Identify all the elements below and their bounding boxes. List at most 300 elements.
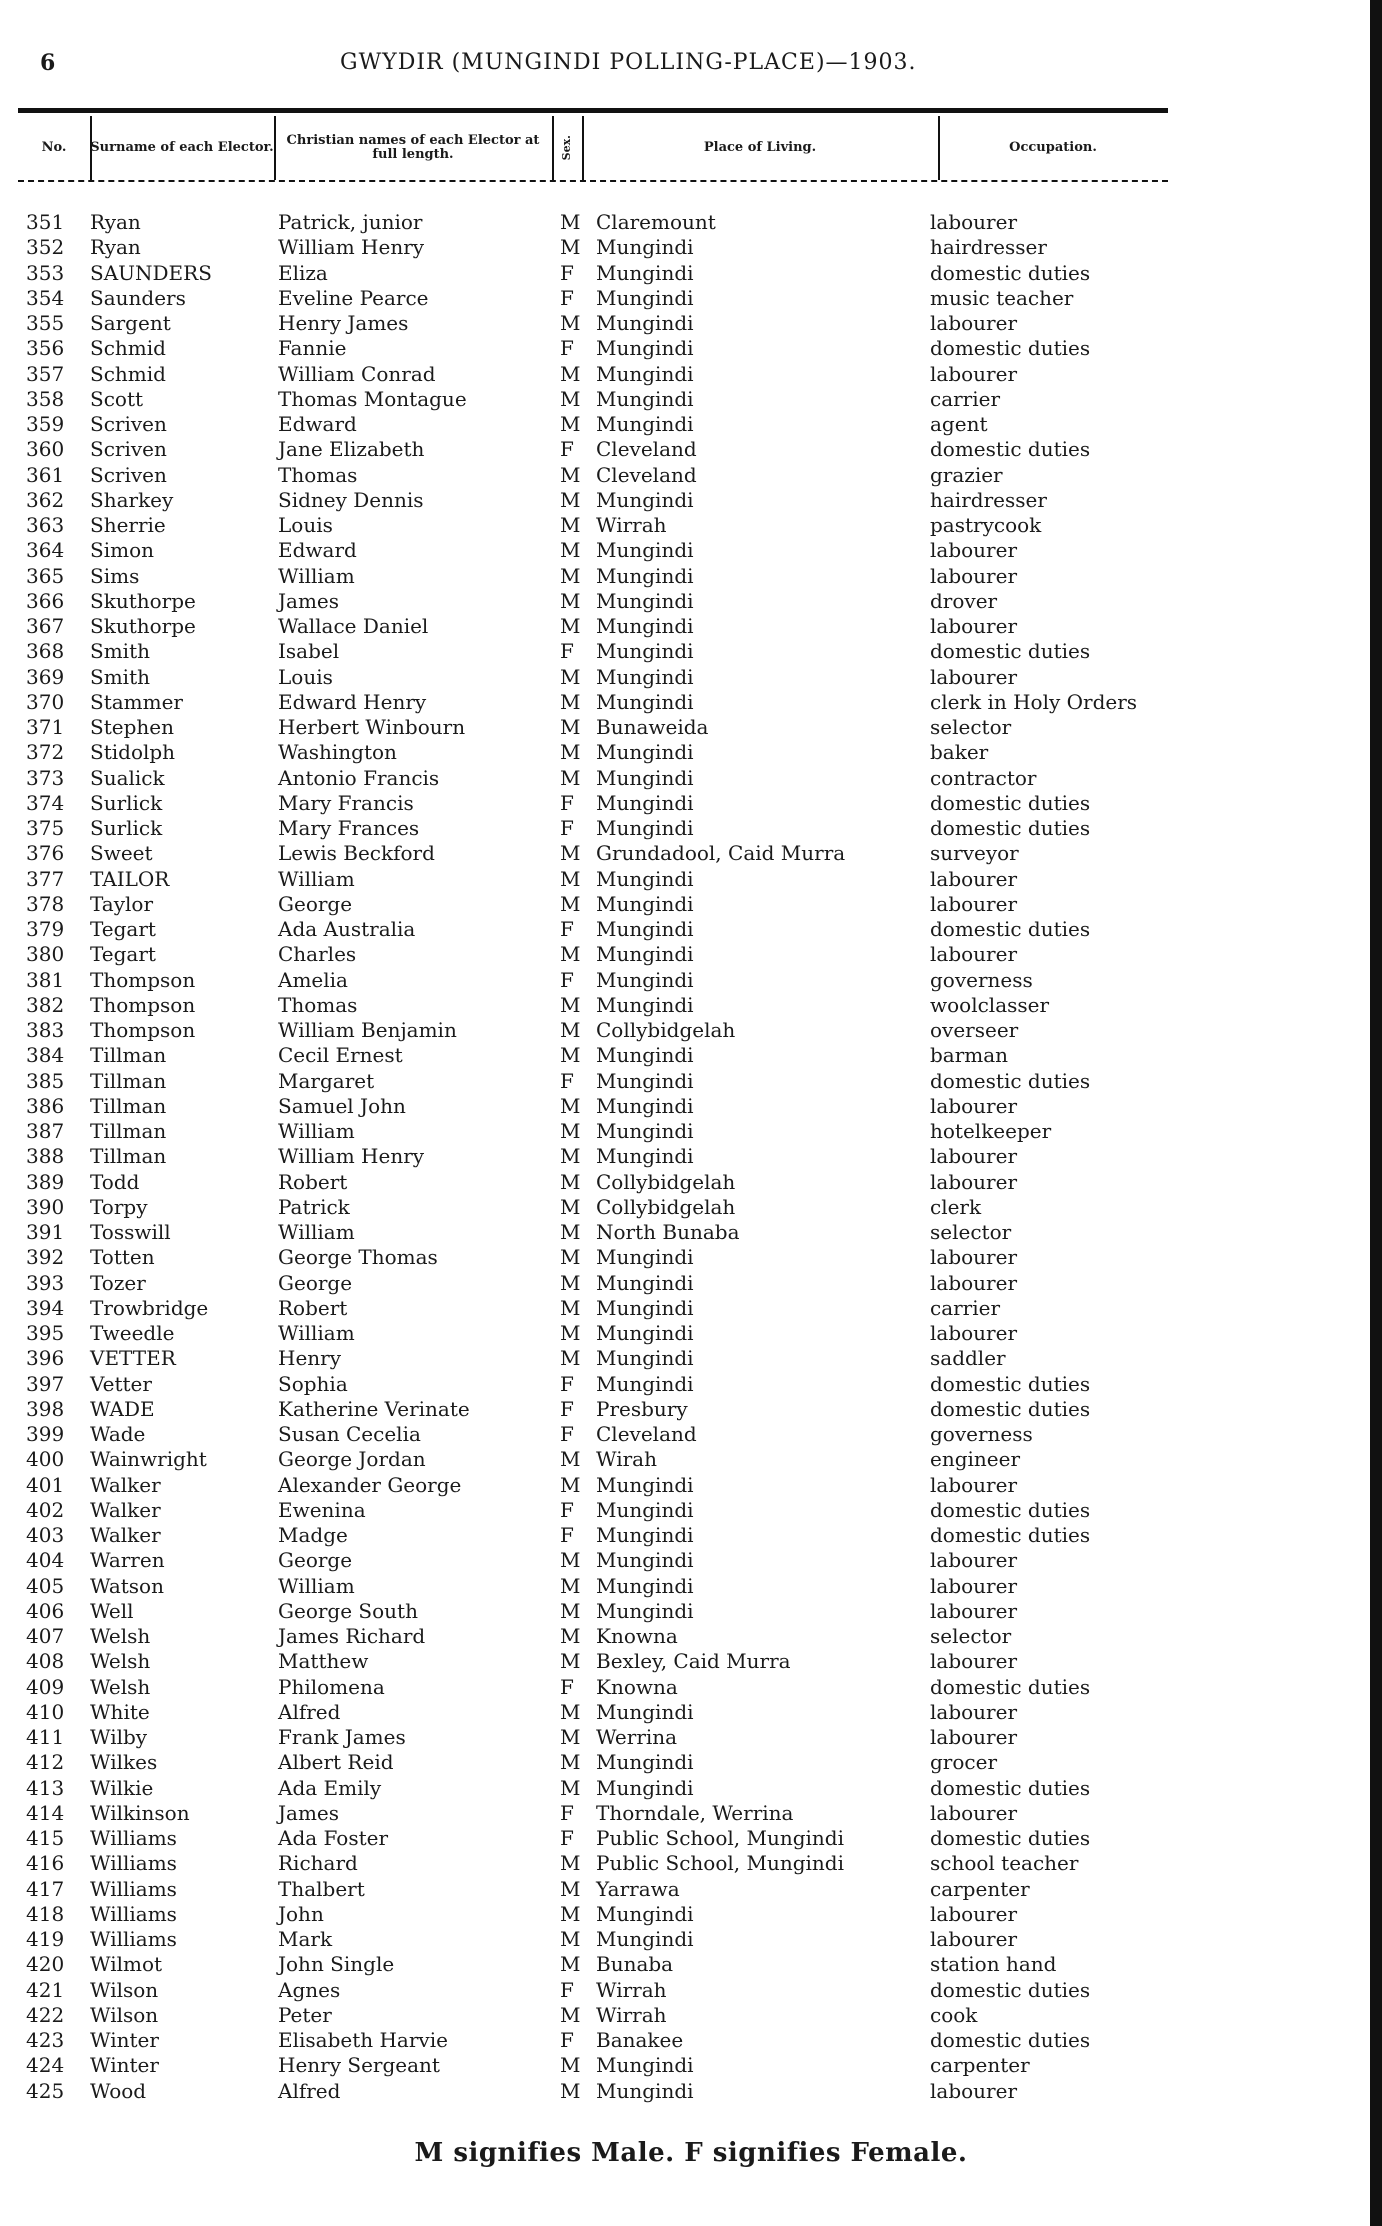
row-surname: Tosswill (90, 1220, 171, 1244)
row-number: 351 (26, 210, 65, 234)
row-occupation: domestic duties (930, 1396, 1091, 1421)
row-christian-names: Wallace Daniel (278, 614, 429, 638)
row-occupation: surveyor (930, 841, 1019, 866)
table-row (0, 437, 1370, 462)
table-row (0, 1700, 1370, 1725)
row-place-of-living: Mungindi (596, 1472, 694, 1497)
row-number: 414 (26, 1800, 65, 1825)
row-surname: Scott (90, 386, 144, 411)
row-place-of-living: Bexley, Caid Murra (596, 1649, 791, 1674)
row-sex: F (560, 816, 574, 840)
row-christian-names: George Jordan (278, 1447, 426, 1472)
row-surname: Welsh (90, 1649, 151, 1674)
row-surname: TAILOR (90, 866, 170, 891)
row-number: 396 (26, 1346, 65, 1371)
table-row (0, 1321, 1370, 1346)
row-number: 355 (26, 311, 65, 335)
row-place-of-living: Mungindi (596, 1497, 694, 1522)
table-row (0, 1346, 1370, 1371)
row-number: 366 (26, 588, 65, 613)
row-number: 375 (26, 816, 65, 840)
table-row (0, 564, 1370, 589)
row-occupation: domestic duties (930, 1523, 1091, 1547)
row-occupation: grocer (930, 1750, 998, 1775)
row-sex: M (560, 1851, 581, 1876)
row-occupation: labourer (930, 1649, 1018, 1674)
row-number: 415 (26, 1826, 65, 1850)
row-sex: M (560, 740, 581, 765)
table-row (0, 665, 1370, 690)
row-occupation: labourer (930, 1169, 1018, 1194)
row-number: 419 (26, 1927, 65, 1951)
row-christian-names: Charles (278, 942, 357, 967)
row-sex: F (560, 1068, 574, 1093)
row-surname: Welsh (90, 1624, 151, 1648)
row-christian-names: Frank James (278, 1725, 406, 1749)
row-christian-names: William Conrad (278, 361, 436, 386)
row-surname: Stidolph (90, 740, 176, 765)
row-surname: Sims (90, 563, 140, 588)
row-surname: Trowbridge (90, 1295, 209, 1320)
row-number: 367 (26, 614, 65, 638)
row-sex: M (560, 1472, 581, 1497)
row-surname: Winter (90, 2028, 159, 2052)
row-christian-names: Washington (278, 740, 397, 765)
row-place-of-living: Mungindi (596, 1548, 694, 1573)
row-place-of-living: Mungindi (596, 891, 694, 916)
table-row (0, 1851, 1370, 1876)
row-place-of-living: Public School, Mungindi (596, 1851, 844, 1876)
row-christian-names: William Benjamin (278, 1018, 457, 1042)
row-sex: M (560, 1750, 581, 1775)
table-row (0, 2079, 1370, 2104)
row-surname: Ryan (90, 235, 141, 260)
table-row (0, 387, 1370, 412)
table-row (0, 362, 1370, 387)
row-number: 425 (26, 2078, 65, 2103)
row-occupation: domestic duties (930, 260, 1091, 285)
row-sex: M (560, 715, 581, 739)
row-christian-names: Richard (278, 1851, 358, 1876)
row-place-of-living: Mungindi (596, 992, 694, 1017)
row-place-of-living: Mungindi (596, 1295, 694, 1320)
row-sex: M (560, 462, 581, 487)
row-place-of-living: Bunaweida (596, 715, 709, 739)
row-place-of-living: Banakee (596, 2028, 684, 2052)
row-number: 378 (26, 891, 65, 916)
table-row (0, 993, 1370, 1018)
row-number: 359 (26, 412, 65, 436)
row-number: 413 (26, 1775, 65, 1800)
row-sex: M (560, 664, 581, 689)
row-number: 361 (26, 462, 65, 487)
table-row (0, 261, 1370, 286)
row-surname: Tozer (90, 1270, 146, 1295)
row-place-of-living: Cleveland (596, 1422, 697, 1446)
row-surname: VETTER (90, 1346, 176, 1371)
table-row (0, 1069, 1370, 1094)
table-row (0, 690, 1370, 715)
row-sex: M (560, 1119, 581, 1143)
row-surname: Welsh (90, 1674, 151, 1699)
table-row (0, 1750, 1370, 1775)
row-number: 386 (26, 1093, 65, 1118)
table-row (0, 1271, 1370, 1296)
row-place-of-living: Knowna (596, 1674, 678, 1699)
row-occupation: carpenter (930, 2053, 1030, 2078)
row-number: 369 (26, 664, 65, 689)
row-number: 423 (26, 2028, 65, 2052)
table-row (0, 639, 1370, 664)
row-christian-names: Antonio Francis (278, 765, 440, 790)
row-number: 379 (26, 917, 65, 941)
row-surname: Saunders (90, 285, 186, 310)
row-sex: M (560, 1093, 581, 1118)
table-row (0, 1422, 1370, 1447)
row-christian-names: Alexander George (278, 1472, 462, 1497)
row-sex: F (560, 917, 574, 941)
row-christian-names: Susan Cecelia (278, 1422, 421, 1446)
row-place-of-living: Mungindi (596, 1573, 694, 1598)
table-row (0, 1877, 1370, 1902)
row-surname: Simon (90, 538, 154, 563)
row-sex: M (560, 614, 581, 638)
row-place-of-living: Collybidgelah (596, 1194, 736, 1219)
row-surname: Tegart (90, 942, 156, 967)
row-occupation: hotelkeeper (930, 1119, 1052, 1143)
row-surname: Smith (90, 639, 150, 664)
row-christian-names: Isabel (278, 639, 340, 664)
row-sex: M (560, 765, 581, 790)
row-occupation: hairdresser (930, 487, 1047, 512)
row-surname: Todd (90, 1169, 140, 1194)
row-surname: Smith (90, 664, 150, 689)
row-sex: F (560, 1371, 574, 1396)
table-row (0, 841, 1370, 866)
row-occupation: woolclasser (930, 992, 1050, 1017)
row-sex: M (560, 386, 581, 411)
row-number: 424 (26, 2053, 65, 2078)
row-surname: Totten (90, 1245, 155, 1270)
table-row (0, 614, 1370, 639)
row-place-of-living: Mungindi (596, 664, 694, 689)
row-surname: Tegart (90, 917, 156, 941)
table-row (0, 867, 1370, 892)
table-row (0, 1801, 1370, 1826)
row-place-of-living: Wirrah (596, 2002, 667, 2027)
row-sex: M (560, 942, 581, 967)
row-surname: Williams (90, 1927, 177, 1951)
row-place-of-living: Mungindi (596, 1068, 694, 1093)
table-row (0, 715, 1370, 740)
row-place-of-living: Yarrawa (596, 1876, 680, 1901)
row-place-of-living: Mungindi (596, 361, 694, 386)
table-row (0, 942, 1370, 967)
table-row (0, 1624, 1370, 1649)
row-occupation: selector (930, 715, 1012, 739)
row-number: 376 (26, 841, 65, 866)
row-surname: Wade (90, 1422, 146, 1446)
row-number: 362 (26, 487, 65, 512)
row-sex: F (560, 2028, 574, 2052)
row-number: 364 (26, 538, 65, 563)
row-surname: Wilson (90, 2002, 159, 2027)
row-christian-names: John Single (278, 1952, 395, 1977)
row-sex: M (560, 1447, 581, 1472)
row-surname: Skuthorpe (90, 614, 196, 638)
row-number: 400 (26, 1447, 65, 1472)
row-occupation: labourer (930, 1472, 1018, 1497)
row-surname: Thompson (90, 992, 196, 1017)
row-sex: M (560, 1043, 581, 1068)
table-row (0, 740, 1370, 765)
row-christian-names: Louis (278, 664, 333, 689)
row-surname: Walker (90, 1497, 161, 1522)
row-place-of-living: Mungindi (596, 588, 694, 613)
row-sex: M (560, 1220, 581, 1244)
row-sex: M (560, 1018, 581, 1042)
row-number: 416 (26, 1851, 65, 1876)
row-place-of-living: Mungindi (596, 1245, 694, 1270)
row-occupation: labourer (930, 1270, 1018, 1295)
row-occupation: agent (930, 412, 988, 436)
row-surname: Sargent (90, 311, 171, 335)
row-surname: Surlick (90, 816, 163, 840)
row-christian-names: Edward Henry (278, 689, 427, 714)
row-occupation: clerk in Holy Orders (930, 689, 1138, 714)
row-place-of-living: Wirah (596, 1447, 657, 1472)
table-row (0, 2053, 1370, 2078)
row-surname: Tillman (90, 1144, 167, 1169)
row-number: 363 (26, 513, 65, 537)
row-christian-names: Mark (278, 1927, 333, 1951)
row-sex: F (560, 1800, 574, 1825)
row-sex: M (560, 235, 581, 260)
row-sex: M (560, 1346, 581, 1371)
row-sex: M (560, 1295, 581, 1320)
row-place-of-living: Mungindi (596, 386, 694, 411)
row-occupation: labourer (930, 1725, 1018, 1749)
footer-note: M signifies Male. F signifies Female. (414, 2138, 968, 2168)
row-occupation: saddler (930, 1346, 1006, 1371)
row-surname: Stammer (90, 689, 183, 714)
page-edge-shadow (1370, 0, 1382, 2226)
row-christian-names: William Henry (278, 235, 425, 260)
elector-table-body (0, 210, 1370, 2104)
row-christian-names: Madge (278, 1523, 348, 1547)
table-row (0, 1548, 1370, 1573)
row-number: 382 (26, 992, 65, 1017)
row-surname: Torpy (90, 1194, 148, 1219)
row-number: 356 (26, 336, 65, 361)
row-sex: M (560, 1245, 581, 1270)
row-number: 401 (26, 1472, 65, 1497)
row-occupation: drover (930, 588, 998, 613)
row-christian-names: Elisabeth Harvie (278, 2028, 448, 2052)
row-place-of-living: Mungindi (596, 1321, 694, 1345)
row-place-of-living: Mungindi (596, 1346, 694, 1371)
row-place-of-living: Mungindi (596, 336, 694, 361)
table-header (18, 116, 1168, 180)
table-row (0, 1826, 1370, 1851)
row-place-of-living: Mungindi (596, 412, 694, 436)
row-place-of-living: Mungindi (596, 1144, 694, 1169)
row-number: 390 (26, 1194, 65, 1219)
row-surname: Sualick (90, 765, 165, 790)
row-sex: M (560, 2002, 581, 2027)
row-christian-names: Herbert Winbourn (278, 715, 466, 739)
row-christian-names: Margaret (278, 1068, 375, 1093)
table-row (0, 816, 1370, 841)
row-sex: M (560, 487, 581, 512)
row-place-of-living: Mungindi (596, 2053, 694, 2078)
row-occupation: domestic duties (930, 1826, 1091, 1850)
row-sex: F (560, 1422, 574, 1446)
row-surname: Wilkes (90, 1750, 158, 1775)
row-occupation: carrier (930, 386, 1001, 411)
row-sex: M (560, 689, 581, 714)
row-occupation: domestic duties (930, 639, 1091, 664)
row-sex: M (560, 588, 581, 613)
row-sex: F (560, 260, 574, 285)
row-christian-names: George (278, 1270, 353, 1295)
row-sex: M (560, 1952, 581, 1977)
row-occupation: labourer (930, 1598, 1018, 1623)
row-place-of-living: Mungindi (596, 563, 694, 588)
row-number: 368 (26, 639, 65, 664)
row-surname: Scriven (90, 462, 167, 487)
row-number: 392 (26, 1245, 65, 1270)
row-number: 391 (26, 1220, 65, 1244)
row-christian-names: William (278, 1119, 355, 1143)
row-christian-names: Edward (278, 538, 357, 563)
table-row (0, 1523, 1370, 1548)
row-number: 393 (26, 1270, 65, 1295)
table-row (0, 791, 1370, 816)
row-surname: WADE (90, 1396, 155, 1421)
row-occupation: labourer (930, 1800, 1018, 1825)
row-occupation: labourer (930, 1699, 1018, 1724)
row-occupation: domestic duties (930, 437, 1091, 462)
row-surname: SAUNDERS (90, 260, 212, 285)
row-christian-names: William Henry (278, 1144, 425, 1169)
table-row (0, 1574, 1370, 1599)
row-occupation: labourer (930, 1573, 1018, 1598)
row-number: 384 (26, 1043, 65, 1068)
table-row (0, 892, 1370, 917)
row-sex: F (560, 336, 574, 361)
row-surname: Thompson (90, 967, 196, 992)
row-occupation: labourer (930, 891, 1018, 916)
col-header-occupation: Occupation. (1009, 139, 1097, 155)
table-row (0, 1978, 1370, 2003)
table-row (0, 589, 1370, 614)
row-surname: Taylor (90, 891, 154, 916)
row-number: 410 (26, 1699, 65, 1724)
row-christian-names: Cecil Ernest (278, 1043, 403, 1068)
row-christian-names: Louis (278, 513, 333, 537)
row-surname: Tillman (90, 1093, 167, 1118)
row-place-of-living: Mungindi (596, 1598, 694, 1623)
row-christian-names: George South (278, 1598, 418, 1623)
row-surname: Williams (90, 1876, 177, 1901)
row-place-of-living: Thorndale, Werrina (596, 1800, 794, 1825)
row-occupation: labourer (930, 210, 1018, 234)
row-sex: F (560, 790, 574, 815)
row-surname: Thompson (90, 1018, 196, 1042)
row-sex: F (560, 437, 574, 462)
row-number: 373 (26, 765, 65, 790)
row-sex: F (560, 285, 574, 310)
row-number: 352 (26, 235, 65, 260)
row-sex: M (560, 513, 581, 537)
row-place-of-living: Collybidgelah (596, 1169, 736, 1194)
row-occupation: domestic duties (930, 1371, 1091, 1396)
row-number: 372 (26, 740, 65, 765)
row-place-of-living: Mungindi (596, 1699, 694, 1724)
row-sex: M (560, 361, 581, 386)
row-surname: Williams (90, 1826, 177, 1850)
row-surname: Williams (90, 1901, 177, 1926)
row-number: 420 (26, 1952, 65, 1977)
row-place-of-living: Mungindi (596, 740, 694, 765)
row-surname: Well (90, 1598, 134, 1623)
table-row (0, 1119, 1370, 1144)
row-number: 389 (26, 1169, 65, 1194)
col-header-place: Place of Living. (582, 116, 940, 180)
row-occupation: contractor (930, 765, 1037, 790)
row-number: 405 (26, 1573, 65, 1598)
row-occupation: domestic duties (930, 917, 1091, 941)
table-row (0, 538, 1370, 563)
row-christian-names: John (278, 1901, 324, 1926)
table-row (0, 1927, 1370, 1952)
row-christian-names: Mary Francis (278, 790, 414, 815)
row-number: 421 (26, 1977, 65, 2002)
col-header-sex: Sex. (552, 116, 584, 180)
row-occupation: labourer (930, 1144, 1018, 1169)
row-surname: Wilkie (90, 1775, 154, 1800)
row-sex: F (560, 967, 574, 992)
table-row (0, 1372, 1370, 1397)
table-row (0, 1296, 1370, 1321)
row-place-of-living: Mungindi (596, 487, 694, 512)
row-sex: M (560, 2078, 581, 2103)
row-christian-names: Thomas (278, 462, 358, 487)
row-number: 408 (26, 1649, 65, 1674)
row-occupation: clerk (930, 1194, 982, 1219)
row-sex: F (560, 1523, 574, 1547)
row-surname: Wilkinson (90, 1800, 190, 1825)
row-christian-names: Ada Emily (278, 1775, 382, 1800)
row-sex: M (560, 1598, 581, 1623)
row-occupation: domestic duties (930, 2028, 1091, 2052)
row-place-of-living: Mungindi (596, 1750, 694, 1775)
row-surname: Walker (90, 1523, 161, 1547)
row-place-of-living: Mungindi (596, 235, 694, 260)
row-sex: M (560, 1699, 581, 1724)
row-sex: F (560, 1674, 574, 1699)
row-place-of-living: Mungindi (596, 1119, 694, 1143)
row-occupation: labourer (930, 1901, 1018, 1926)
row-number: 399 (26, 1422, 65, 1446)
row-christian-names: Albert Reid (278, 1750, 394, 1775)
table-row (0, 412, 1370, 437)
row-surname: Tillman (90, 1068, 167, 1093)
row-surname: Ryan (90, 210, 141, 234)
row-christian-names: William (278, 563, 355, 588)
row-sex: M (560, 1548, 581, 1573)
